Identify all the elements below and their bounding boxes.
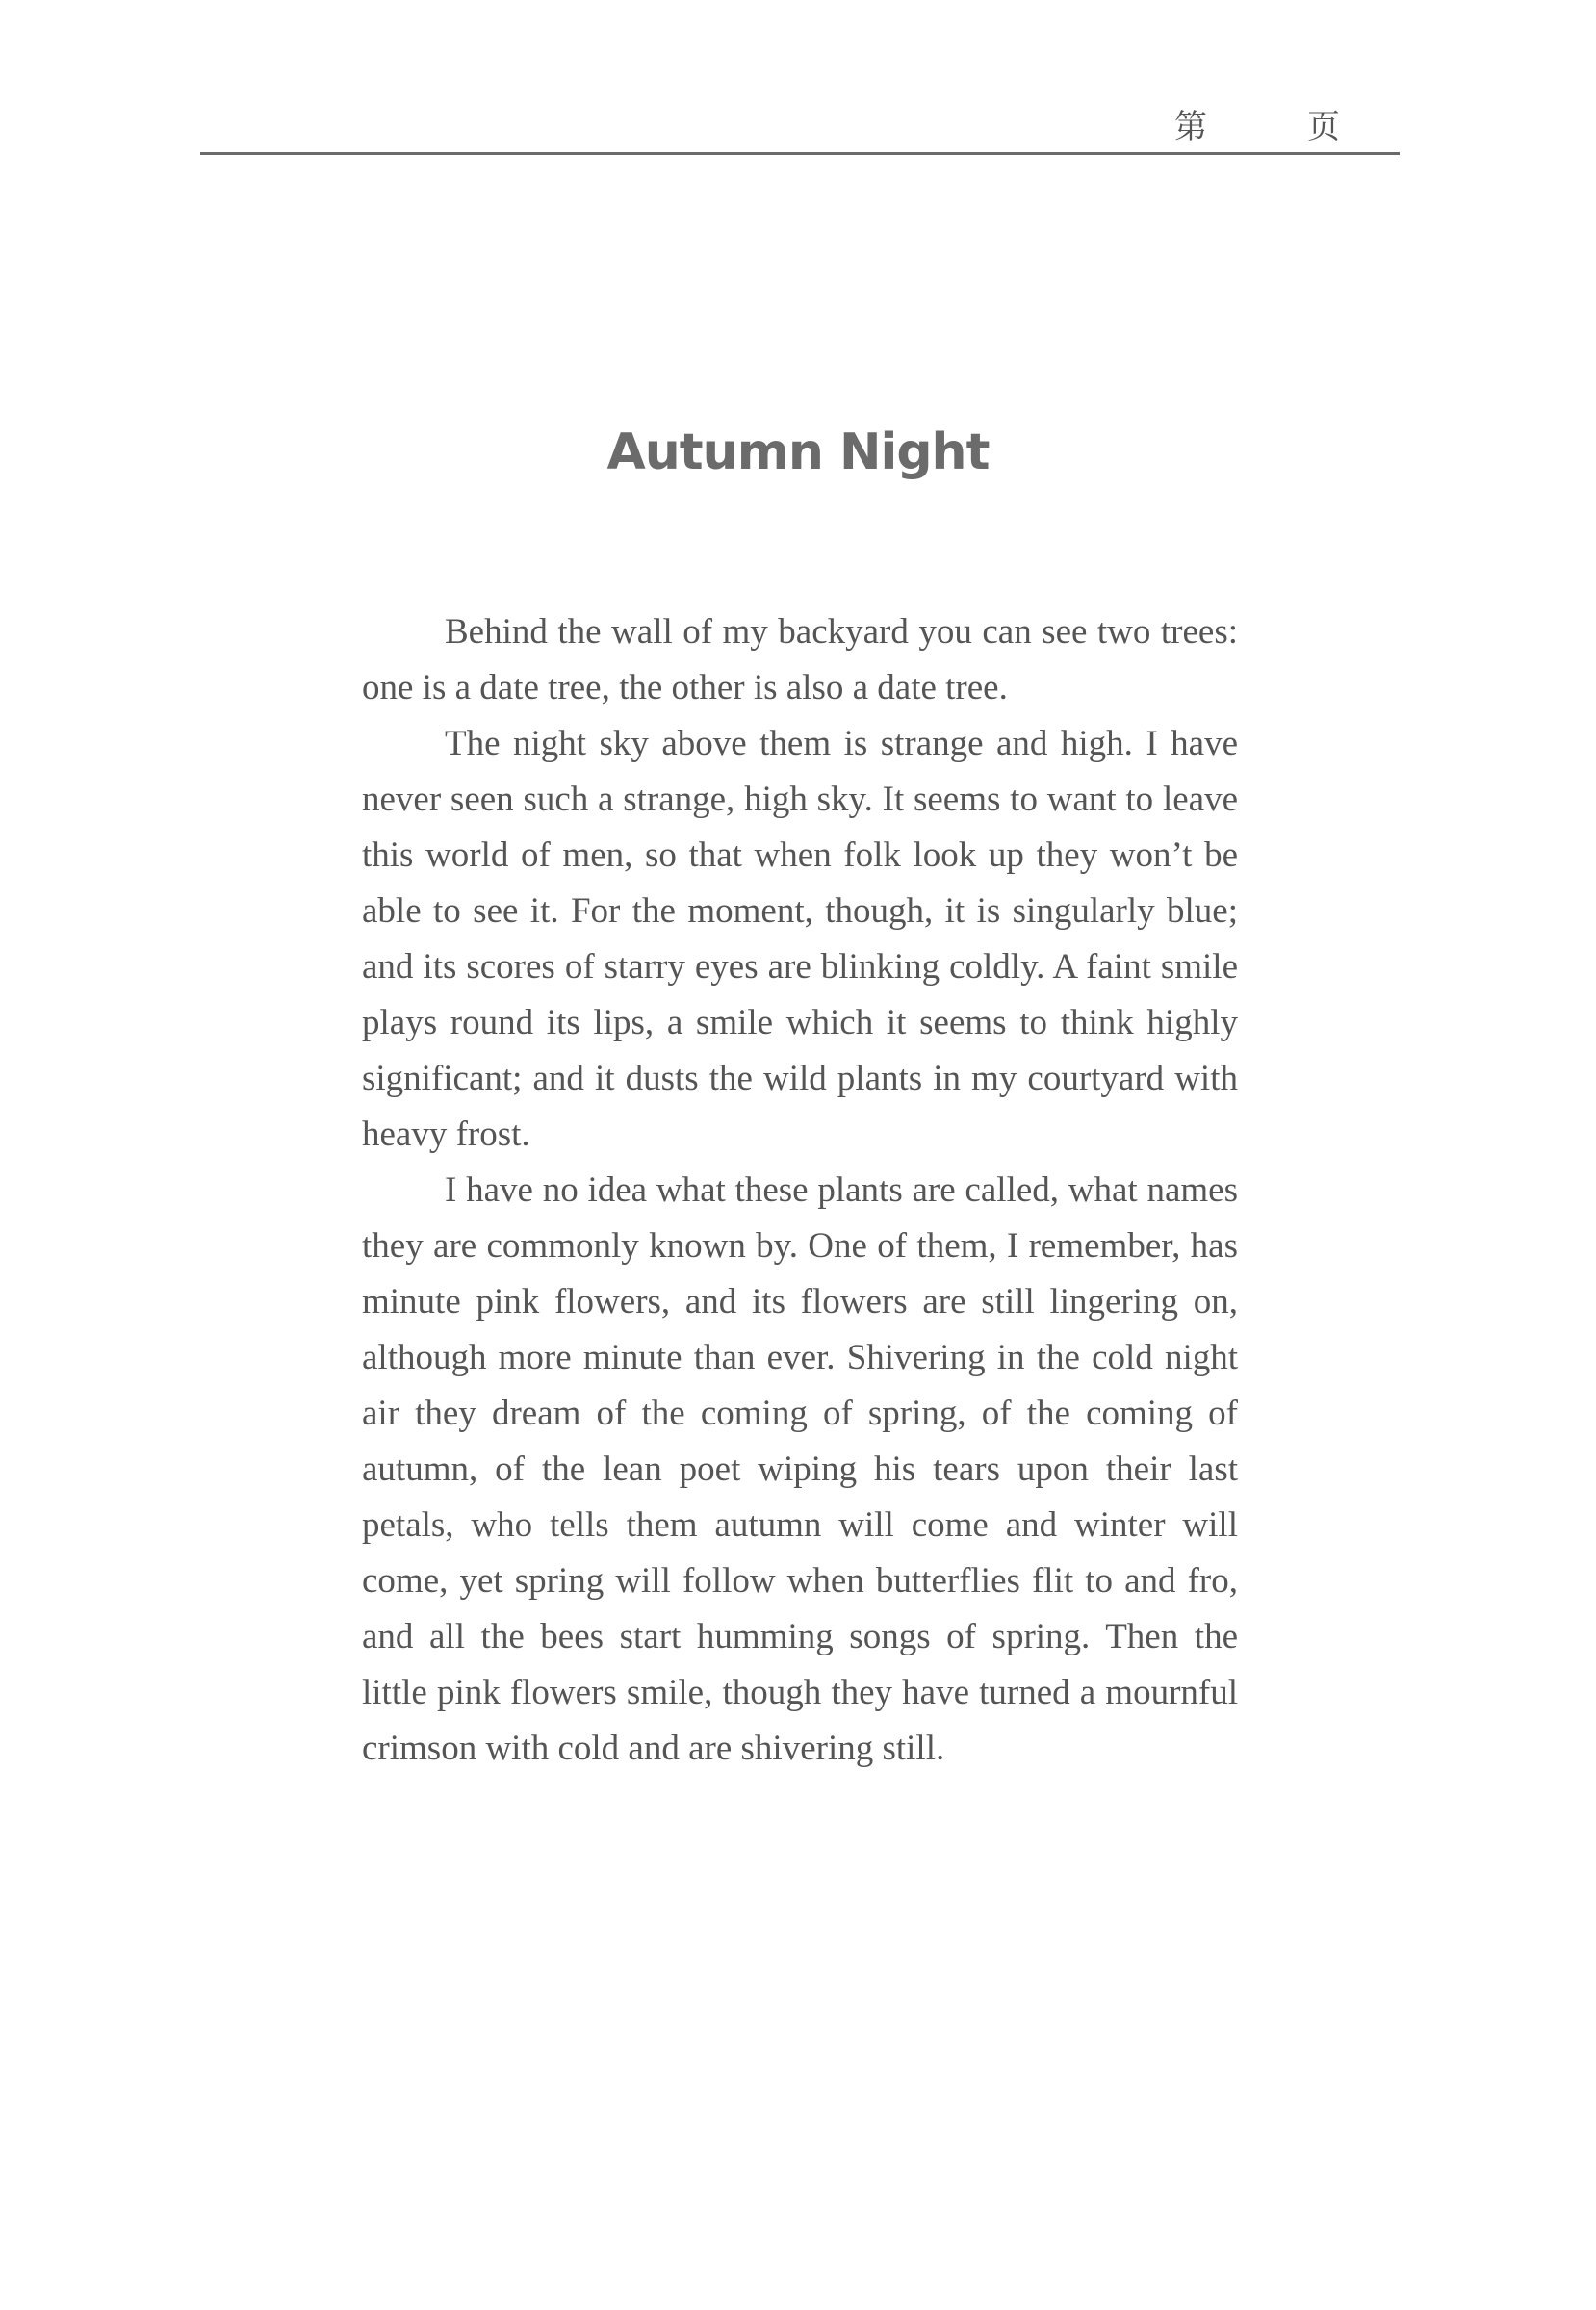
- article-body: [362, 604, 1238, 1777]
- page-title: Autumn Night: [606, 424, 990, 481]
- header-label-di: 第: [1174, 108, 1207, 146]
- header-label-ye: 页: [1307, 108, 1340, 146]
- paragraph: Behind the wall of my backyard you can see two trees: one is a date tree, the other is also a date tree.: [362, 612, 1238, 707]
- page-header: [200, 92, 1400, 155]
- paragraph: The night sky above them is strange and high. I have never seen such a strange, high sky. It seems to want to leave this world of men, so that when folk look up they won’t be able to see it. For the moment, though, it is singularly blue; and its scores of starry eyes are blinking coldly. A faint smile plays round its lips, a smile which it seems to think highly significant; and it dusts the wild plants in my courtyard with heavy frost.: [362, 724, 1238, 1154]
- paragraph: I have no idea what these plants are called, what names they are commonly known by. One of them, I remember, has minute pink flowers, and its flowers are still lingering on, although more minute than ever. Shivering in the cold night air they dream of the coming of spring, of the coming of autumn, of the lean poet wiping his tears upon their last petals, who tells them autumn will come and winter will come, yet spring will follow when butterflies flit to and fro, and all the bees start humming songs of spring. Then the little pink flowers smile, though they have turned a mournful crimson with cold and are shivering still.: [362, 1170, 1238, 1768]
